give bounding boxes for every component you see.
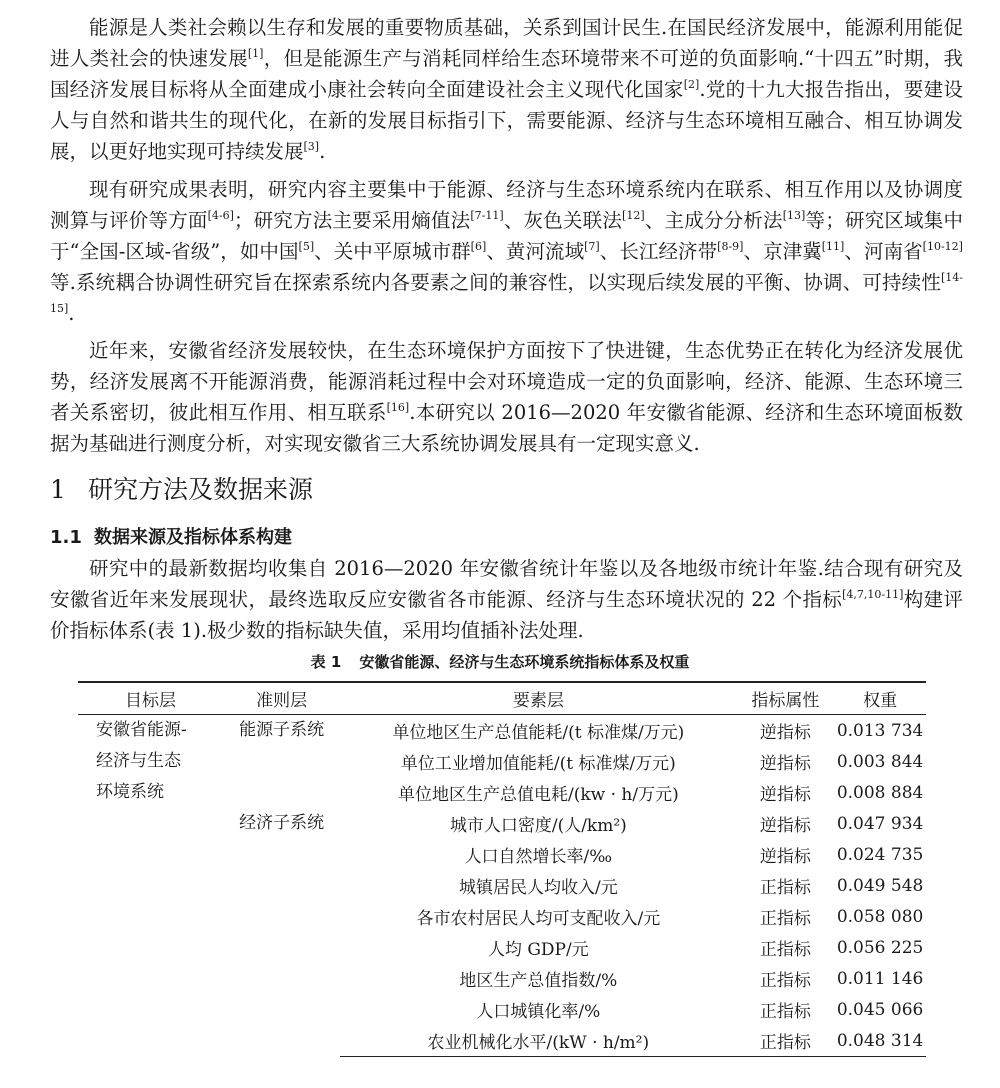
element-cell: 单位地区生产总值能耗/(t 标准煤/万元) [392, 723, 685, 743]
section-number: 1 [50, 475, 66, 504]
element-cell: 各市农村居民人均可支配收入/元 [416, 909, 661, 929]
citation-ref: [4-6] [207, 209, 234, 222]
element-cell: 人口自然增长率/‰ [464, 847, 613, 867]
criterion-energy-subsystem: 能源子系统 [239, 720, 325, 740]
paragraph-anhui-background: 近年来，安徽省经济发展较快，在生态环境保护方面按下了快进键，生态优势正在转化为经济发展优势，经济发展离不开能源消费，能源消耗过程中会对环境造成一定的负面影响，经济、能源、生态环境三者关系密切，彼此相互作用、相互联系[16].本研究以 2016—2020 年安徽省能源、经济和生态环境面板数据为基础进行测度分析，对实现安徽省三大系统协调发展具有一定现实意义. [50, 339, 963, 455]
attribute-cell: 正指标 [759, 878, 811, 898]
section-heading-1 [50, 472, 313, 508]
attribute-cell: 逆指标 [759, 754, 811, 774]
element-cell: 城市人口密度/(人/km²) [449, 816, 627, 836]
section-title: 研究方法及数据来源 [88, 475, 314, 504]
citation-ref: [14-15] [50, 271, 963, 315]
weight-cell: 0.024 735 [836, 844, 924, 865]
weight-cell: 0.048 314 [834, 1025, 926, 1057]
citation-ref: [8-9] [717, 240, 744, 253]
citation-ref: [7-11] [470, 209, 504, 222]
table-row [78, 715, 926, 747]
criterion-economy-subsystem: 经济子系统 [239, 813, 325, 833]
attribute-cell: 正指标 [759, 909, 811, 929]
citation-ref: [13] [782, 209, 806, 222]
table-title: 安徽省能源、经济与生态环境系统指标体系及权重 [359, 653, 690, 671]
table-caption [0, 651, 1000, 673]
subsection-heading-1-1 [50, 524, 292, 552]
header-weight: 权重 [834, 682, 926, 715]
element-cell: 城镇居民人均收入/元 [458, 878, 618, 898]
attribute-cell: 正指标 [737, 1025, 835, 1057]
subsection-number: 1.1 [50, 527, 82, 548]
citation-ref: [10-12] [922, 240, 963, 253]
weight-cell: 0.058 080 [836, 906, 924, 927]
citation-ref: [4,7,10-11] [842, 588, 904, 601]
weight-cell: 0.049 548 [836, 875, 924, 896]
weight-cell: 0.008 884 [836, 782, 924, 803]
element-cell: 人均 GDP/元 [487, 940, 589, 960]
attribute-cell: 逆指标 [759, 785, 811, 805]
attribute-cell: 逆指标 [759, 723, 811, 743]
weight-cell: 0.045 066 [836, 999, 924, 1020]
weight-cell: 0.056 225 [836, 937, 924, 958]
citation-ref: [3] [303, 140, 320, 153]
header-element-layer: 要素层 [340, 682, 736, 715]
table-header-row [78, 682, 926, 715]
attribute-cell: 逆指标 [759, 847, 811, 867]
citation-ref: [2] [683, 78, 700, 91]
citation-ref: [5] [298, 240, 315, 253]
element-cell: 人口城镇化率/% [476, 1002, 601, 1022]
attribute-cell: 正指标 [759, 1002, 811, 1022]
citation-ref: [11] [821, 240, 845, 253]
element-cell: 农业机械化水平/(kW · h/m²) [340, 1025, 736, 1057]
element-cell: 地区生产总值指数/% [459, 971, 618, 991]
goal-layer-cell: 安徽省能源- 经济与生态 环境系统 [96, 720, 187, 802]
table-number: 表 1 [310, 653, 342, 671]
citation-ref: [6] [470, 240, 487, 253]
header-goal-layer: 目标层 [78, 682, 223, 715]
paragraph-data-source: 研究中的最新数据均收集自 2016—2020 年安徽省统计年鉴以及各地级市统计年鉴.结合现有研究及安徽省近年来发展现状，最终选取反应安徽省各市能源、经济与生态环境状况的 22 个指标[4,7,10-11]构建评价指标体系(表 1).极少数的指标缺失值，采用均值插补法处理. [50, 557, 963, 642]
attribute-cell: 正指标 [759, 940, 811, 960]
citation-ref: [1] [247, 47, 264, 60]
paragraph-literature-review: 现有研究成果表明，研究内容主要集中于能源、经济与生态环境系统内在联系、相互作用以及协调度测算与评价等方面[4-6]；研究方法主要采用熵值法[7-11]、灰色关联法[12]、主成分分析法[13]等；研究区域集中于“全国-区域-省级”，如中国[5]、关中平原城市群[6]、黄河流域[7]、长江经济带[8-9]、京津冀[11]、河南省[10-12]等.系统耦合协调性研究旨在探索系统内各要素之间的兼容性，以实现后续发展的平衡、协调、可持续性[14-15]. [50, 178, 963, 325]
attribute-cell: 正指标 [759, 971, 811, 991]
weight-cell: 0.011 146 [836, 968, 924, 989]
weight-cell: 0.003 844 [836, 751, 924, 772]
weight-cell: 0.013 734 [836, 720, 924, 741]
paragraph-intro-energy: 能源是人类社会赖以生存和发展的重要物质基础，关系到国计民生.在国民经济发展中，能源利用能促进人类社会的快速发展[1]，但是能源生产与消耗同样给生态环境带来不可逆的负面影响.“十四五”时期，我国经济发展目标将从全面建成小康社会转向全面建设社会主义现代化国家[2].党的十九大报告指出，要建设人与自然和谐共生的现代化，在新的发展目标指引下，需要能源、经济与生态环境相互融合、相互协调发展，以更好地实现可持续发展[3]. [50, 16, 963, 163]
citation-ref: [12] [622, 209, 645, 222]
subsection-title: 数据来源及指标体系构建 [94, 527, 292, 548]
indicator-table [78, 681, 926, 1057]
header-criterion-layer: 准则层 [223, 682, 340, 715]
element-cell: 单位地区生产总值电耗/(kw · h/万元) [397, 785, 679, 805]
citation-ref: [16] [386, 401, 410, 414]
header-indicator-attribute: 指标属性 [737, 682, 835, 715]
citation-ref: [7] [584, 240, 600, 253]
attribute-cell: 逆指标 [759, 816, 811, 836]
element-cell: 单位工业增加值能耗/(t 标准煤/万元) [400, 754, 676, 774]
weight-cell: 0.047 934 [836, 813, 924, 834]
